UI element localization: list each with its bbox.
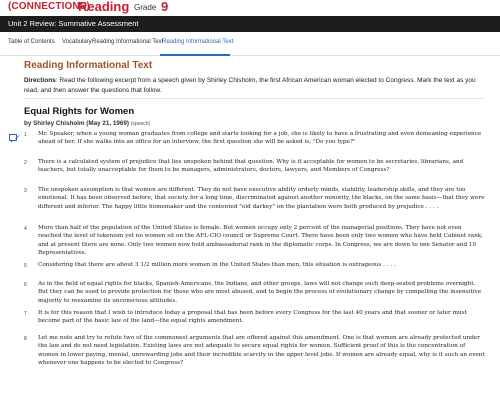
paragraph-number: 5	[24, 263, 27, 269]
paragraph: Considering that there are about 3 1/2 million more women in the United States than men, this situation is outrageous . . . .	[38, 262, 396, 268]
paragraph-number: 4	[24, 226, 27, 232]
reading-title: Reading	[78, 0, 130, 14]
main-content	[0, 57, 500, 401]
unit-bar	[0, 16, 500, 32]
tab-reading-informational-text-1[interactable]: Reading Informational Text	[92, 39, 164, 45]
paragraph: Mr. Speaker, when a young woman graduates from college and starts looking for a job, she is likely to have a frustrating and even demeaning experience ahead of her. If she walks into an office for an interview, the first question she will be asked is, "Do you type?"	[38, 131, 482, 146]
speech-byline	[24, 120, 150, 127]
annotate-icon[interactable]	[9, 130, 20, 139]
directions-label: Directions	[24, 77, 56, 84]
paragraph-number: 7	[24, 311, 27, 317]
paragraph-number: 2	[24, 160, 27, 166]
brand-bar	[0, 0, 500, 16]
paragraph-number: 6	[24, 282, 27, 288]
unit-title: Unit 2 Review: Summative Assessment	[8, 19, 139, 28]
tab-bar	[0, 32, 500, 56]
paragraph: There is a calculated system of prejudice that lies unspoken behind that question. Why is it acceptable for women to be secretaries, librarians, and teachers, but totally unacceptable for them to be managers, administrators, doctors, lawyers, and Members of Congress?	[38, 159, 464, 174]
paragraph: More than half of the population of the United States is female. But women occupy only 2 percent of the managerial positions. They have not even reached the level of tokenism yet no women sit on the AFL-CIO council or Supreme Court. There have been only two women who have held Cabinet rank, and at present there are none. Only two women now hold ambassadorial rank in the diplomatic corps. In Congress, we are down to one Senator and 10 Representatives.	[38, 225, 483, 256]
directions-text: : Read the following excerpt from a speech given by Shirley Chisholm, the first African American woman elected to Congress. Mark the text as you read, and then answer the questions that follow.	[24, 77, 476, 94]
paragraph-number: 3	[24, 188, 27, 194]
connections-logo[interactable]: (CONNECTIONS)	[8, 1, 90, 12]
paragraph: The unspoken assumption is that women are different. They do not have executive ability orderly minds, stability, leadership skills, and they are too emotional. It has been observed before, that society for a long time, discriminated against another minority, the blacks, on the same basis—that they were different and inferior. The happy little homemaker and the contented "old darkey" on the plantation were both produced by prejudice . . . .	[38, 187, 485, 210]
genre-tag: (speech)	[130, 121, 151, 127]
section-title: Reading Informational Text	[24, 60, 153, 71]
active-tab-indicator	[160, 54, 230, 56]
speech-title: Equal Rights for Women	[24, 106, 135, 117]
grade-label: Grade	[134, 3, 157, 12]
paragraph: Let me note and try to refute two of the commonest arguments that are offered against this amendment. One is that women are already protected under the law and do not need legislation. Existing laws are not adequate to secure equal rights for women. Sufficient proof of this is the concentration of women in lower paying, menial, unrewarding jobs and their incredible scarcity in the upper level jobs. If women are already equal, why is it such an event whenever one happens to be elected to Congress?	[38, 335, 485, 366]
paragraph: As in the field of equal rights for blacks, Spanish-Americans, the Indians, and other groups, laws will not change such deep-seated problems overnight. But they can be used to provide protection for those who are most abused, and to begin the process of evolutionary change by compelling the insensitive majority to reexamine its unconscious attitudes.	[38, 281, 482, 304]
tab-vocabulary[interactable]: Vocabulary	[62, 39, 92, 45]
paragraph-number: 8	[24, 336, 27, 342]
tab-reading-informational-text-2[interactable]: Reading Informational Text	[162, 39, 234, 45]
tab-table-of-contents[interactable]: Table of Contents	[8, 39, 55, 45]
paragraph-number: 1	[24, 132, 27, 138]
byline-text: by Shirley Chisholm (May 21, 1969)	[24, 120, 129, 127]
directions	[24, 76, 484, 95]
grade-number: 9	[161, 0, 169, 14]
divider	[24, 98, 484, 99]
paragraph: It is for this reason that I wish to introduce today a proposal that has been before every Congress for the last 40 years and that sooner or later must become part of the basic law of the land—the equal rights amendment.	[38, 310, 467, 325]
